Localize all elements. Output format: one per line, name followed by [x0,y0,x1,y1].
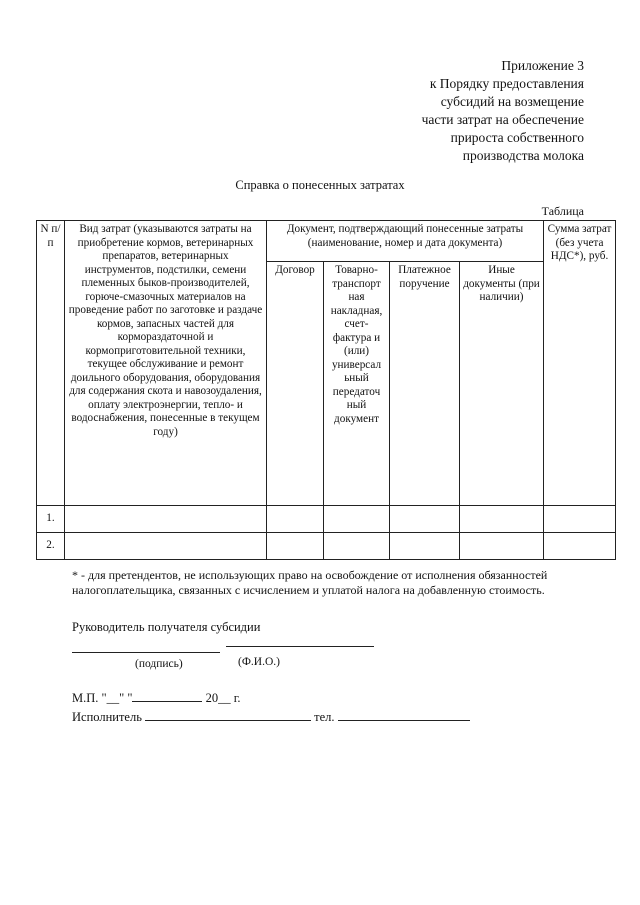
expenses-table [36,220,616,560]
document-title: Справка о понесенных затратах [235,178,405,192]
signature-line[interactable] [72,652,220,653]
subheader-contract: Договор [267,262,324,506]
table-cell[interactable] [390,506,460,533]
table-row [37,506,616,533]
executor-line [72,709,470,725]
stamp-date-prefix: М.П. "__" " [72,691,133,705]
footnote: * - для претендентов, не использующих право на освобождение от исполнения обязанностей налогоплательщика, связанных с исчислением и уплатой налога на добавленную стоимость. [72,568,548,597]
header-expense-type: Вид затрат (указываются затраты на приобретение кормов, ветеринарных препаратов, ветеринарных инструментов, подстилки, семени племенных быков-производителей, горюче-смазочных материалов на проведение работ по заготовке и раздаче кормов, запасных частей для кормораздаточной и кормоприготовительной техники, текущее обслуживание и ремонт доильного оборудования, оборудования для содержания скота и навозоудаления, оплату электроэнергии, тепло- и водоснабжения, понесенные в текущем году) [65,221,267,506]
appendix-line: прироста собственного [450,130,584,145]
table-cell[interactable] [267,533,324,560]
table-cell[interactable] [460,506,544,533]
appendix-line: части затрат на обеспечение [421,112,584,127]
table-cell[interactable] [324,533,390,560]
signature-caption: (подпись) [135,658,183,670]
head-label: Руководитель получателя субсидии [72,620,261,634]
appendix-line: Приложение 3 [501,58,584,73]
table-cell[interactable] [324,506,390,533]
table-cell[interactable] [460,533,544,560]
phone-label: тел. [314,710,335,724]
table-cell[interactable] [65,506,267,533]
table-label: Таблица [541,204,584,218]
stamp-date-year: 20__ г. [205,691,241,705]
phone-line[interactable] [338,710,470,721]
row-number: 2. [37,533,65,560]
subheader-other-docs: Иные документы (при наличии) [460,262,544,506]
date-month-line[interactable] [132,690,202,702]
appendix-header [422,57,584,165]
table-cell[interactable] [544,506,616,533]
executor-label: Исполнитель [72,710,142,724]
appendix-line: производства молока [462,148,584,163]
header-documents: Документ, подтверждающий понесенные затраты (наименование, номер и дата документа) [267,221,544,262]
subheader-waybill: Товарно-транспорт ная накладная, счет-фактура и (или) универсал ьный передаточ ный документ [324,262,390,506]
name-line[interactable] [226,646,374,647]
table-cell[interactable] [544,533,616,560]
table-cell[interactable] [390,533,460,560]
appendix-line: субсидий на возмещение [440,94,584,109]
row-number: 1. [37,506,65,533]
appendix-line: к Порядку предоставления [429,76,584,91]
table-cell[interactable] [65,533,267,560]
table-cell[interactable] [267,506,324,533]
stamp-date-line [72,690,241,706]
subheader-payment-order: Платежное поручение [390,262,460,506]
table-header-row [37,221,616,262]
name-caption: (Ф.И.О.) [238,656,280,668]
header-sum: Сумма затрат (без учета НДС*), руб. [544,221,616,506]
executor-name-line[interactable] [145,709,311,721]
header-num: N п/п [37,221,65,506]
table-row [37,533,616,560]
